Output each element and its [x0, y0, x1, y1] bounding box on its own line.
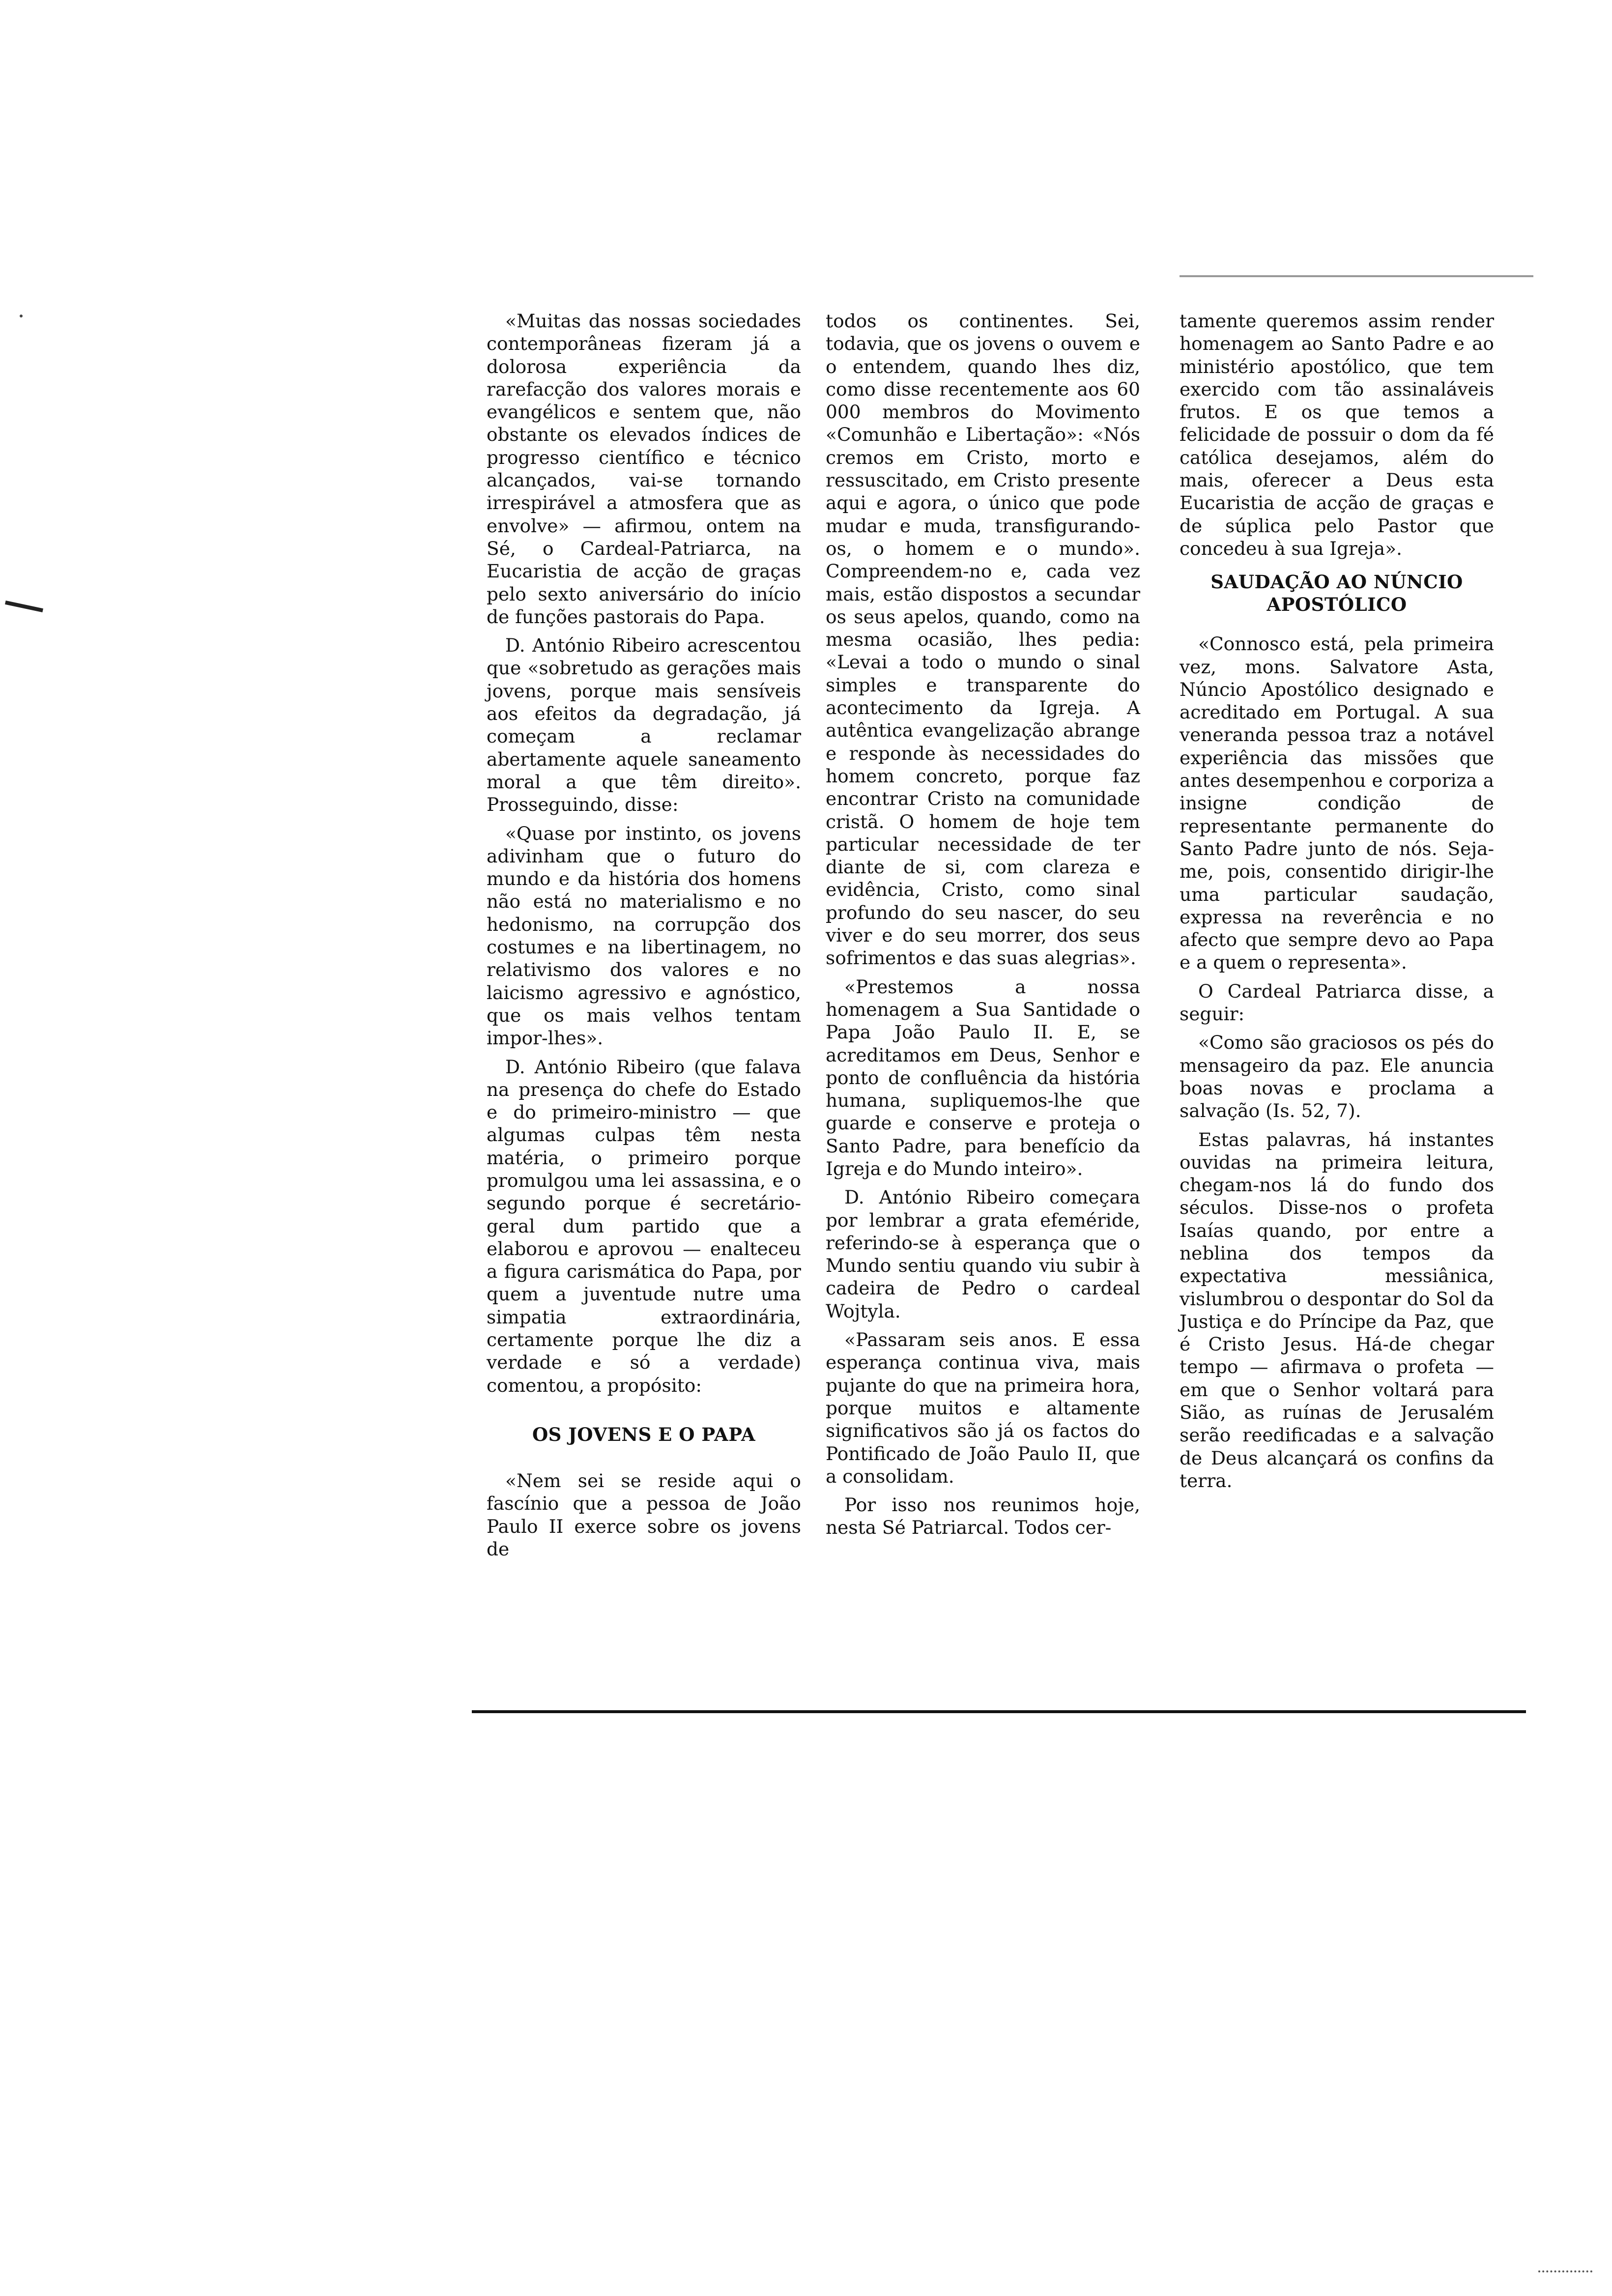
margin-dot	[20, 315, 23, 317]
paragraph: D. António Ribeiro começara por lembrar a grata efeméride, referindo-se à esperança que o Mundo sentiu quando viu subir à cadeira de Pedro o cardeal Wojtyla.	[826, 1186, 1140, 1322]
paragraph: Por isso nos reunimos hoje, nesta Sé Patriarcal. Todos cer-	[826, 1494, 1140, 1539]
paragraph: «Connosco está, pela primeira vez, mons. Salvatore Asta, Núncio Apostólico designado e acreditado em Portugal. A sua veneranda pessoa traz a notável experiência das missões que antes desempenhou e corporiza a insigne condição de representante permanente do Santo Padre junto de nós. Seja-me, pois, consentido dirigir-lhe uma particular saudação, expressa na reverência e no afecto que sempre devo ao Papa e a quem o representa».	[1180, 633, 1494, 974]
paragraph: «Passaram seis anos. E essa esperança continua viva, mais pujante do que na primeira hora, porque muitos e altamente significativos são já os factos do Pontificado de João Paulo II, que a consolidam.	[826, 1329, 1140, 1487]
newspaper-clipping	[472, 275, 1533, 1725]
section-heading: OS JOVENS E O PAPA	[532, 1423, 756, 1445]
scan-specks	[1538, 2270, 1592, 2275]
bottom-rule	[472, 1710, 1526, 1713]
margin-mark	[5, 601, 43, 612]
paragraph: «Prestemos a nossa homenagem a Sua Santidade o Papa João Paulo II. E, se acreditamos em Deus, Senhor e ponto de confluência da história humana, supliquemos-lhe que guarde e conserve e proteja o Santo Padre, para benefício da Igreja e do Mundo inteiro».	[826, 976, 1140, 1179]
paragraph: «Muitas das nossas sociedades contemporâneas fizeram já a dolorosa experiência da rarefacção dos valores morais e evangélicos e sentem que, não obstante os elevados índices de progresso científico e técnico alcançados, vai-se tornando irrespirável a atmosfera que as envolve» — afirmou, ontem na Sé, o Cardeal-Patriarca, na Eucaristia de acção de graças pelo sexto aniversário do início de funções pastorais do Papa.	[487, 310, 801, 628]
column-1	[487, 310, 801, 1566]
paragraph: todos os continentes. Sei, todavia, que os jovens o ouvem e o entendem, quando lhes diz, como disse recentemente aos 60 000 membros do Movimento «Comunhão e Libertação»: «Nós cremos em Cristo, morto e ressuscitado, em Cristo presente aqui e agora, o único que pode mudar e muda, transfigurando-os, o homem e o mundo». Compreendem-no e, cada vez mais, estão dispostos a secundar os seus apelos, quando, como na mesma ocasião, lhes pedia: «Levai a todo o mundo o sinal simples e transparente do acontecimento da Igreja. A autêntica evangelização abrange e responde às necessidades do homem concreto, porque faz encontrar Cristo na comunidade cristã. O homem de hoje tem particular necessidade de ter diante de si, com clareza e evidência, Cristo, como sinal profundo do seu nascer, do seu viver e do seu morrer, dos seus sofrimentos e das suas alegrias».	[826, 310, 1140, 969]
heading-line: SAUDAÇÃO AO NÚNCIO	[1210, 571, 1463, 593]
paragraph: O Cardeal Patriarca disse, a seguir:	[1180, 980, 1494, 1025]
heading-line: APOSTÓLICO	[1267, 594, 1407, 616]
paragraph: «Quase por instinto, os jovens adivinham que o futuro do mundo e da história dos homens não está no materialismo e no hedonismo, na corrupção dos costumes e na libertinagem, no relativismo dos valores e no laicismo agressivo e agnóstico, que os mais velhos tentam impor-lhes».	[487, 822, 801, 1049]
paragraph: D. António Ribeiro acrescentou que «sobretudo as gerações mais jovens, porque mais sensíveis aos efeitos da degradação, já começam a reclamar abertamente aquele saneamento moral a que têm direito». Prosseguindo, disse:	[487, 634, 801, 816]
paragraph: tamente queremos assim render homenagem ao Santo Padre e ao ministério apostólico, que tem exercido com tão assinaláveis frutos. E os que temos a felicidade de possuir o dom da fé católica desejamos, além do mais, oferecer a Deus esta Eucaristia de acção de graças e de súplica pelo Pastor que concedeu à sua Igreja».	[1180, 310, 1494, 559]
section-heading	[1180, 571, 1494, 616]
paragraph: Estas palavras, há instantes ouvidas na primeira leitura, chegam-nos lá do fundo dos séculos. Disse-nos o profeta Isaías quando, por entre a neblina dos tempos da expectativa messiânica, vislumbrou o despontar do Sol da Justiça e do Príncipe da Paz, que é Cristo Jesus. Há-de chegar tempo — afirmava o profeta — em que o Senhor voltará para Sião, as ruínas de Jerusalém serão reedificadas e a salvação de Deus alcançará os confins da terra.	[1180, 1128, 1494, 1492]
column-3	[1180, 310, 1494, 1498]
paragraph: «Nem sei se reside aqui o fascínio que a pessoa de João Paulo II exerce sobre os jovens de	[487, 1469, 801, 1560]
column-2	[826, 310, 1140, 1545]
paragraph: «Como são graciosos os pés do mensageiro da paz. Ele anuncia boas novas e proclama a salvação (Is. 52, 7).	[1180, 1032, 1494, 1122]
top-rule	[1180, 275, 1533, 277]
paragraph: D. António Ribeiro (que falava na presença do chefe do Estado e do primeiro-ministro — que algumas culpas têm nesta matéria, o primeiro porque promulgou uma lei assassina, e o segundo porque é secretário-geral dum partido que a elaborou e aprovou — enalteceu a figura carismática do Papa, por quem a juventude nutre uma simpatia extraordinária, certamente porque lhe diz a verdade e só a verdade) comentou, a propósito:	[487, 1056, 801, 1396]
